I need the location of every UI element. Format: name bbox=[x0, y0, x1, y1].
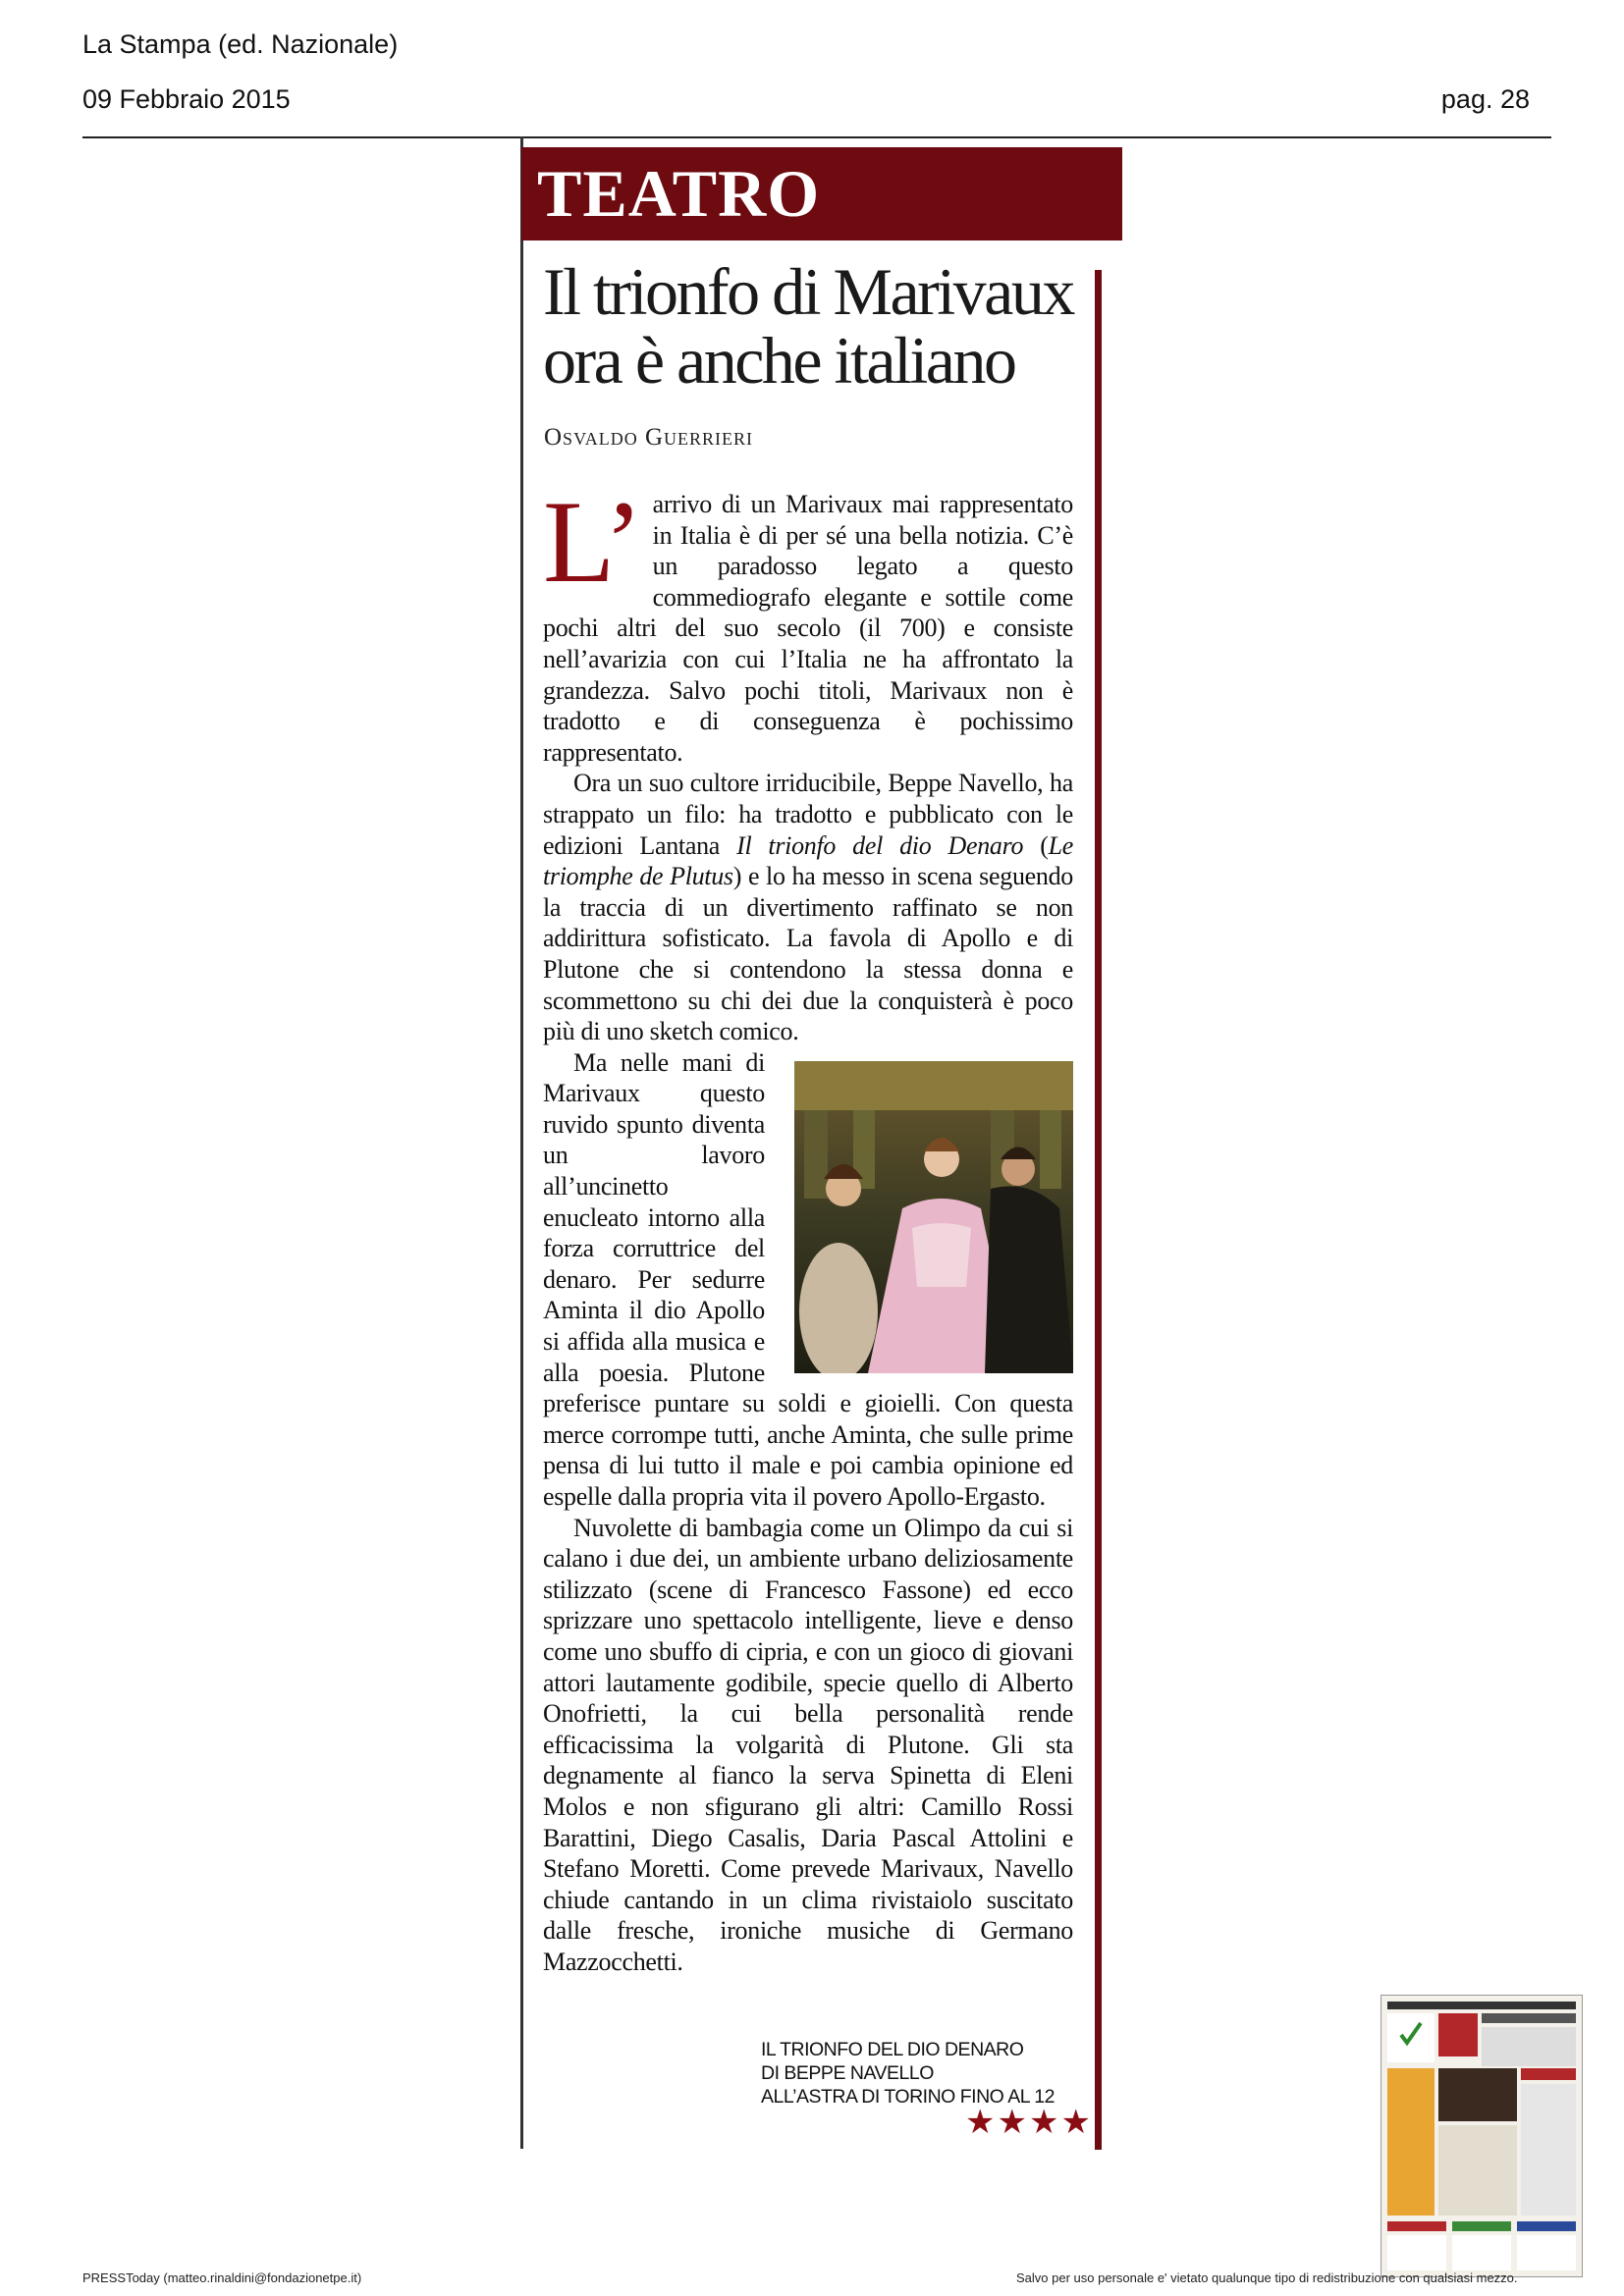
publication-date: 09 Febbraio 2015 bbox=[82, 84, 291, 114]
paragraph-2-text-b: ( bbox=[1023, 830, 1049, 860]
footer-source: PRESSToday (matteo.rinaldini@fondazionetpe.it) bbox=[82, 2270, 362, 2285]
show-director: DI BEPPE NAVELLO bbox=[761, 2062, 934, 2084]
paragraph-1-text: arrivo di un Marivaux mai rappresentato in Italia è di per sé una bella notizia. C’è un paradosso legato a questo commediografo elegante e sottile come pochi altri del suo secolo (il 700) e consiste nell’avarizia con cui l’Italia ne ha affrontato la grandezza. Salvo pochi titoli, Marivaux non è tradotto e di conseguenza è pochissimo rappresentato. bbox=[543, 490, 1073, 767]
paragraph-1 bbox=[543, 476, 1073, 768]
paragraph-2-text-a: Ora un suo cultore irriducibile, Beppe Navello, ha strappato un filo: ha tradotto e pubblicato con le edizioni Lantana bbox=[543, 769, 1073, 860]
book-title-french: Le triomphe de Plutus bbox=[543, 830, 1073, 891]
paragraph-4: Nuvolette di bambagia come un Olimpo da cui si calano i due dei, un ambiente urbano deliziosamente stilizzato (scene di Francesco Fassone) ed ecco sprizzare uno spettacolo intelligente, lieve e denso come uno sbuffo di cipria, e con un gioco di giovani attori lautamente godibile, specie quello di Alberto Onofrietti, la cui bella personalità rende efficacissima la volgarità di Plutone. Gli sta degnamente al fianco la serva Spinetta di Eleni Molos e non sfigurano gli altri: Camillo Rossi Barattini, Diego Casalis, Daria Pascal Attolini e Stefano Moretti. Come prevede Marivaux, Navello chiude cantando in un clima rivistaiolo suscitato dalle fresche, ironiche musiche di Germano Mazzocchetti. bbox=[543, 1513, 1073, 1976]
page-thumbnail bbox=[1380, 1995, 1583, 2277]
book-title-italian: Il trionfo del dio Denaro bbox=[736, 830, 1024, 860]
rating-stars: ★★★★ bbox=[965, 2103, 1093, 2142]
page-number: pag. 28 bbox=[1440, 84, 1530, 114]
publication-name: La Stampa (ed. Nazionale) bbox=[82, 29, 399, 59]
paragraph-3: Ma nelle mani di Marivaux questo ruvido spunto diventa un lavoro all’uncinetto enucleato intorno alla forza corruttrice del denaro. Per sedurre Aminta il dio Apollo si affida alla musica e alla poesia. Plutone preferisce puntare su soldi e gioielli. Con questa merce corrompe tutti, anche Aminta, che sulle prime pensa di lui tutto il male e poi cambia opinione ed espelle dalla propria vita il povero Apollo-Ergasto. bbox=[543, 1047, 1073, 1511]
paragraph-2 bbox=[543, 768, 1073, 1046]
header-rule bbox=[82, 136, 1551, 138]
drop-cap: L’ bbox=[543, 476, 643, 607]
article-body bbox=[543, 476, 1073, 1978]
headline-line-1: Il trionfo di Marivaux bbox=[543, 254, 1073, 329]
column-left-rule bbox=[520, 136, 523, 2149]
column-right-rule bbox=[1095, 270, 1102, 2150]
paragraph-2-text-c: ) e lo ha messo in scena seguendo la traccia di un divertimento raffinato se non addirittura sofisticato. La favola di Apollo e di Plutone che si contendono la stessa donna e scommettono su chi dei due la conquisterà è poco più di uno sketch comico. bbox=[543, 862, 1073, 1046]
article-headline bbox=[543, 254, 1093, 398]
stage-photo bbox=[794, 1061, 1073, 1373]
show-venue: ALL’ASTRA DI TORINO FINO AL 12 bbox=[761, 2086, 1055, 2108]
footer-disclaimer: Salvo per uso personale e' vietato qualunque tipo di redistribuzione con qualsiasi mezzo. bbox=[1016, 2270, 1518, 2285]
show-info-box bbox=[761, 2038, 1055, 2109]
article-byline: Osvaldo Guerrieri bbox=[544, 424, 754, 451]
headline-line-2: ora è anche italiano bbox=[543, 323, 1015, 398]
show-title: IL TRIONFO DEL DIO DENARO bbox=[761, 2039, 1024, 2060]
section-label: TEATRO bbox=[521, 147, 1122, 240]
